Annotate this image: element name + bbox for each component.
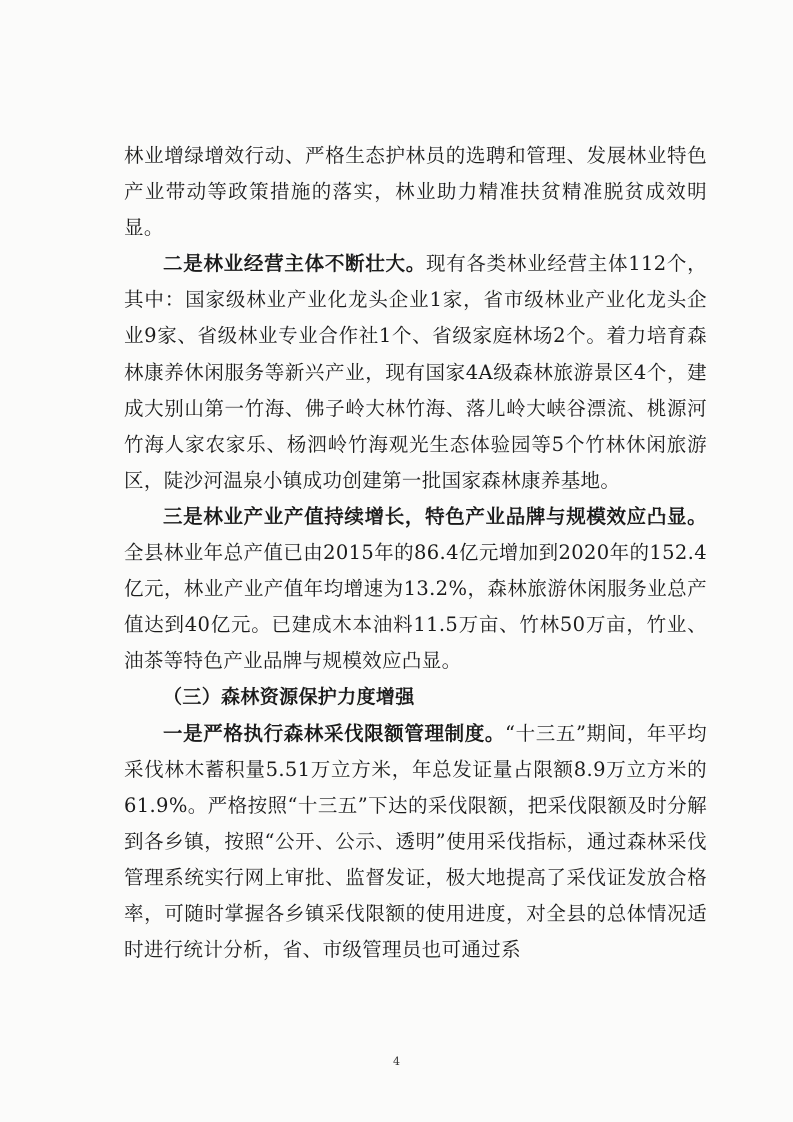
paragraph-text: 现有各类林业经营主体112个，其中：国家级林业产业化龙头企业1家，省市级林业产业化龙头企业9家、省级林业专业合作社1个、省级家庭林场2个。着力培育森林康养休闲服务等新兴产业，现有国家4A级森林旅游景区4个，建成大别山第一竹海、佛子岭大林竹海、落儿岭大峡谷漂流、桃源河竹海人家农家乐、杨泗岭竹海观光生态体验园等5个竹林休闲旅游区，陡沙河温泉小镇成功创建第一批国家森林康养基地。 (124, 252, 707, 492)
paragraph-text: “十三五”期间，年平均采伐林木蓄积量5.51万立方米，年总发证量占限额8.9万立方米的61.9%。严格按照“十三五”下达的采伐限额，把采伐限额及时分解到各乡镇，按照“公开、公示、透明”使用采伐指标，通过森林采伐管理系统实行网上审批、监督发证，极大地提高了采伐证发放合格率，可随时掌握各乡镇采伐限额的使用进度，对全县的总体情况适时进行统计分析，省、市级管理员也可通过系 (124, 721, 707, 962)
paragraph-lead: 二是林业经营主体不断壮大。 (163, 252, 426, 276)
paragraph-logging-quota (124, 716, 707, 969)
paragraph-lead: 三是林业产业产值持续增长，特色产业品牌与规模效应凸显。 (163, 504, 707, 528)
paragraph-forestry-output (124, 499, 707, 679)
paragraph-forestry-entities (124, 246, 707, 499)
paragraph-lead: 一是严格执行森林采伐限额管理制度。 (163, 721, 506, 745)
page-number: 4 (393, 1055, 400, 1068)
paragraph-continued (124, 138, 707, 246)
paragraph-text: 全县林业年总产值已由2015年的86.4亿元增加到2020年的152.4亿元，林业产业产值年均增速为13.2%，森林旅游休闲服务业总产值达到40亿元。已建成木本油料11.5万亩、竹林50万亩，竹业、油茶等特色产业品牌与规模效应凸显。 (124, 541, 707, 673)
paragraph-text: 林业增绿增效行动、严格生态护林员的选聘和管理、发展林业特色产业带动等政策措施的落实，林业助力精准扶贫精准脱贫成效明显。 (124, 144, 707, 240)
section-heading: （三）森林资源保护力度增强 (163, 686, 415, 709)
document-body (124, 138, 707, 968)
